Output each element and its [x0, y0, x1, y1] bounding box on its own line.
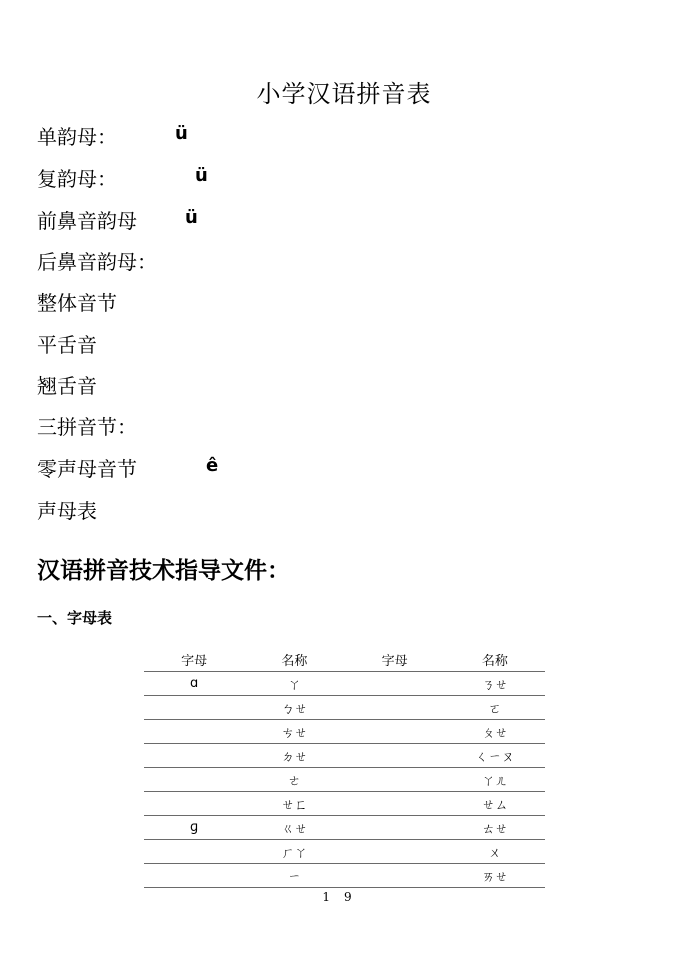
table-cell	[144, 792, 244, 816]
table-cell	[345, 744, 445, 768]
table-header-row	[144, 648, 545, 672]
table-cell	[144, 768, 244, 792]
subheading: 汉语拼音技术指导文件：	[37, 557, 290, 584]
table-cell: ㄊㄝ	[445, 816, 545, 840]
table-cell	[345, 672, 445, 696]
table-cell	[144, 720, 244, 744]
table-cell: ㄏㄚ	[244, 840, 344, 864]
line-label: 声母表	[37, 499, 97, 523]
alphabet-table	[144, 648, 545, 888]
table-row	[144, 792, 545, 816]
line-three-part-syllables	[37, 411, 137, 440]
table-cell: ㄨ	[445, 840, 545, 864]
table-row	[144, 672, 545, 696]
table-cell	[345, 768, 445, 792]
table-cell	[144, 696, 244, 720]
table-row	[144, 768, 545, 792]
table-cell: ㄆㄝ	[445, 720, 545, 744]
line-front-nasal-finals	[37, 205, 198, 234]
line-extra-char: ü	[175, 123, 188, 144]
line-back-nasal-finals	[37, 246, 157, 275]
table-cell: ㄝㄈ	[244, 792, 344, 816]
table-cell: ɑ	[144, 672, 244, 696]
table-cell: ㄅㄝ	[244, 696, 344, 720]
table-cell	[144, 864, 244, 888]
table-cell: ㄚㄦ	[445, 768, 545, 792]
line-extra-char: ü	[195, 165, 208, 186]
line-label: 三拼音节：	[37, 415, 137, 439]
section-title: 一、字母表	[37, 609, 113, 627]
line-label: 前鼻音韵母	[37, 209, 137, 233]
line-curled-tongue	[37, 370, 97, 399]
table-row	[144, 816, 545, 840]
line-whole-syllables	[37, 287, 117, 316]
document-title: 小学汉语拼音表	[256, 80, 432, 108]
line-label: 翘舌音	[37, 374, 97, 398]
table-cell: ㄛ	[445, 696, 545, 720]
page-number: 19	[322, 890, 366, 904]
line-compound-finals	[37, 163, 208, 192]
line-extra-char: ê	[206, 455, 219, 476]
table-cell: ㄚ	[244, 672, 344, 696]
table-cell: ㄋㄝ	[445, 672, 545, 696]
line-label: 单韵母：	[37, 125, 117, 149]
line-flat-tongue	[37, 329, 97, 358]
line-label: 零声母音节	[37, 457, 137, 481]
table-cell: ㄧ	[244, 864, 344, 888]
line-label: 后鼻音韵母：	[37, 250, 157, 274]
line-zero-initial	[37, 453, 219, 482]
line-label: 平舌音	[37, 333, 97, 357]
table-cell	[345, 696, 445, 720]
table-cell: ɡ	[144, 816, 244, 840]
line-label: 整体音节	[37, 291, 117, 315]
table-cell: ㄝㄙ	[445, 792, 545, 816]
table-row	[144, 744, 545, 768]
table-cell: ㄉㄝ	[244, 744, 344, 768]
line-label: 复韵母：	[37, 167, 117, 191]
line-single-finals	[37, 121, 188, 150]
table-cell: ㄘㄝ	[244, 720, 344, 744]
line-initials-table	[37, 495, 97, 524]
column-header: 名称	[445, 648, 545, 672]
table-cell: ㄑㄧㄡ	[445, 744, 545, 768]
table-row	[144, 720, 545, 744]
table-cell: ㄞㄝ	[445, 864, 545, 888]
column-header: 字母	[144, 648, 244, 672]
table-cell: ㄍㄝ	[244, 816, 344, 840]
table-cell	[345, 792, 445, 816]
table-row	[144, 840, 545, 864]
column-header: 字母	[345, 648, 445, 672]
table-cell	[345, 816, 445, 840]
column-header: 名称	[244, 648, 344, 672]
table-cell	[345, 720, 445, 744]
table-cell	[345, 864, 445, 888]
table-cell	[345, 840, 445, 864]
table-cell: ㄜ	[244, 768, 344, 792]
table-row	[144, 696, 545, 720]
table-cell	[144, 744, 244, 768]
line-extra-char: ü	[185, 207, 198, 228]
table-cell	[144, 840, 244, 864]
table-row	[144, 864, 545, 888]
